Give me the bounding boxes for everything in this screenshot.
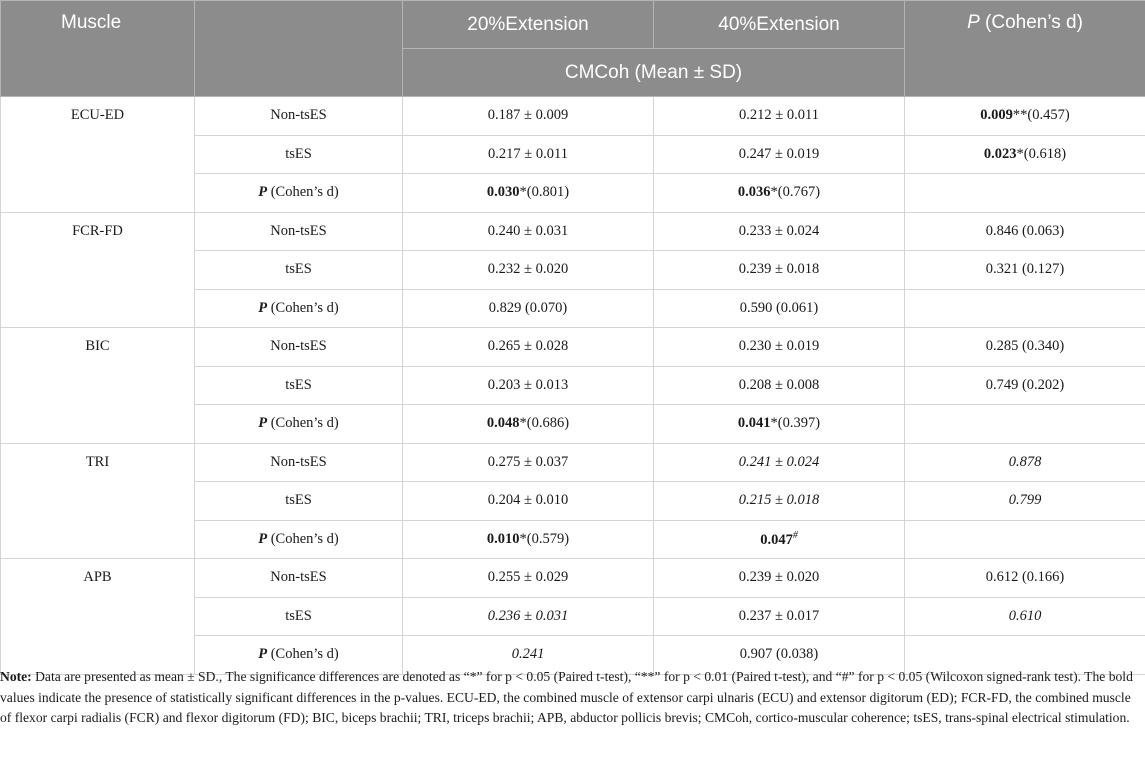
p-value-cell: 0.612 (0.166) (905, 559, 1145, 598)
condition-cell: tsES (195, 597, 403, 636)
muscle-name: TRI (1, 443, 195, 559)
p-value-cell: 0.285 (0.340) (905, 328, 1145, 367)
p-row-letter: P (258, 415, 268, 432)
p-20: 0.241 (403, 636, 654, 675)
header-p-cohens-d (905, 1, 1145, 97)
p-20 (403, 405, 654, 444)
p-20-rest: *(0.686) (519, 415, 570, 432)
p-value-cell: 0.321 (0.127) (905, 251, 1145, 290)
p-40 (654, 174, 905, 213)
condition-cell: tsES (195, 482, 403, 521)
muscle-name: FCR-FD (1, 212, 195, 328)
p-value-cell: 0.799 (905, 482, 1145, 521)
value-20: 0.203 ± 0.013 (403, 366, 654, 405)
condition-cell: tsES (195, 251, 403, 290)
p-value-cell: 0.749 (0.202) (905, 366, 1145, 405)
muscle-name: APB (1, 559, 195, 675)
value-40: 0.247 ± 0.019 (654, 135, 905, 174)
p-row-rest: (Cohen’s d) (267, 530, 339, 547)
table-row (1, 443, 1145, 482)
value-40: 0.233 ± 0.024 (654, 212, 905, 251)
p-20-bold: 0.030 (486, 184, 520, 201)
p-value-bold: 0.009 (980, 107, 1013, 124)
value-20: 0.187 ± 0.009 (403, 97, 654, 136)
value-20: 0.255 ± 0.029 (403, 559, 654, 598)
p-20-rest: *(0.801) (519, 184, 570, 201)
p-row-letter: P (258, 646, 268, 663)
table-note (0, 667, 1140, 729)
condition-cell: Non-tsES (195, 328, 403, 367)
value-20: 0.232 ± 0.020 (403, 251, 654, 290)
p-20-bold: 0.010 (486, 530, 520, 547)
header-cmcoh: CMCoh (Mean ± SD) (403, 49, 905, 97)
value-20: 0.240 ± 0.031 (403, 212, 654, 251)
condition-cell: Non-tsES (195, 212, 403, 251)
value-20: 0.236 ± 0.031 (403, 597, 654, 636)
p-20 (403, 174, 654, 213)
muscle-name: ECU-ED (1, 97, 195, 213)
value-40: 0.230 ± 0.019 (654, 328, 905, 367)
p-row-label (195, 520, 403, 559)
p-40: 0.590 (0.061) (654, 289, 905, 328)
header-40-extension: 40%Extension (654, 1, 905, 49)
p-40-bold: 0.036 (737, 184, 771, 201)
table-row (1, 212, 1145, 251)
header-muscle: Muscle (1, 1, 195, 97)
condition-cell: Non-tsES (195, 559, 403, 598)
p-value-cell: 0.610 (905, 597, 1145, 636)
p-empty (905, 289, 1145, 328)
header-p-rest: (Cohen’s d) (979, 12, 1083, 33)
p-40 (654, 520, 905, 559)
value-20: 0.275 ± 0.037 (403, 443, 654, 482)
p-40-bold: 0.041 (737, 415, 771, 432)
p-40: 0.907 (0.038) (654, 636, 905, 675)
value-40: 0.239 ± 0.020 (654, 559, 905, 598)
p-empty (905, 174, 1145, 213)
p-40-bold: 0.047 (760, 531, 793, 548)
condition-cell: tsES (195, 135, 403, 174)
p-row-label (195, 289, 403, 328)
value-20: 0.265 ± 0.028 (403, 328, 654, 367)
header-p-letter: P (967, 12, 980, 33)
condition-cell: tsES (195, 366, 403, 405)
header-condition (195, 1, 403, 97)
p-20 (403, 520, 654, 559)
p-row-rest: (Cohen’s d) (267, 646, 339, 663)
p-row-label (195, 405, 403, 444)
note-label: Note: (0, 669, 32, 684)
p-40-rest: *(0.397) (770, 415, 821, 432)
value-40: 0.237 ± 0.017 (654, 597, 905, 636)
condition-cell: Non-tsES (195, 97, 403, 136)
p-row-label (195, 174, 403, 213)
p-row-rest: (Cohen’s d) (267, 184, 339, 201)
table-body (1, 97, 1145, 675)
p-value-cell (905, 97, 1145, 136)
p-value-rest: *(0.618) (1016, 145, 1067, 162)
table-row (1, 97, 1145, 136)
table-row (1, 328, 1145, 367)
value-40: 0.212 ± 0.011 (654, 97, 905, 136)
value-20: 0.204 ± 0.010 (403, 482, 654, 521)
p-20-bold: 0.048 (486, 415, 520, 432)
p-value-bold: 0.023 (983, 145, 1017, 162)
p-40-sup: # (792, 529, 798, 541)
muscle-name: BIC (1, 328, 195, 444)
table-row (1, 559, 1145, 598)
value-40: 0.241 ± 0.024 (654, 443, 905, 482)
value-40: 0.239 ± 0.018 (654, 251, 905, 290)
p-value-cell: 0.878 (905, 443, 1145, 482)
p-row-rest: (Cohen’s d) (267, 415, 339, 432)
value-40: 0.215 ± 0.018 (654, 482, 905, 521)
p-40-rest: *(0.767) (770, 184, 821, 201)
p-row-letter: P (258, 530, 268, 547)
p-row-letter: P (258, 184, 268, 201)
p-row-letter: P (258, 299, 268, 316)
note-text: Data are presented as mean ± SD., The significance differences are denoted as “*” for p < 0.05 (Paired t-test), “**” for p < 0.01 (Paired t-test), and “#” for p < 0.05 (Wilcoxon signed-rank test). The bold values indicate the presence of statistically significant differences in the p-values. ECU-ED, the combined muscle of extensor carpi ulnaris (ECU) and extensor digitorum (ED); FCR-FD, the combined muscle of flexor carpi radialis (FCR) and flexor digitorum (FD); BIC, biceps brachii; TRI, triceps brachii; APB, abductor pollicis brevis; CMCoh, cortico-muscular coherence; tsES, trans-spinal electrical stimulation. (0, 669, 1133, 725)
table-header (1, 1, 1145, 97)
p-value-cell: 0.846 (0.063) (905, 212, 1145, 251)
p-row-rest: (Cohen’s d) (267, 299, 339, 316)
p-empty (905, 520, 1145, 559)
value-20: 0.217 ± 0.011 (403, 135, 654, 174)
p-value-rest: **(0.457) (1012, 107, 1070, 124)
p-empty (905, 405, 1145, 444)
p-20-rest: *(0.579) (519, 530, 570, 547)
value-40: 0.208 ± 0.008 (654, 366, 905, 405)
header-20-extension: 20%Extension (403, 1, 654, 49)
condition-cell: Non-tsES (195, 443, 403, 482)
p-20: 0.829 (0.070) (403, 289, 654, 328)
p-value-cell (905, 135, 1145, 174)
p-40 (654, 405, 905, 444)
